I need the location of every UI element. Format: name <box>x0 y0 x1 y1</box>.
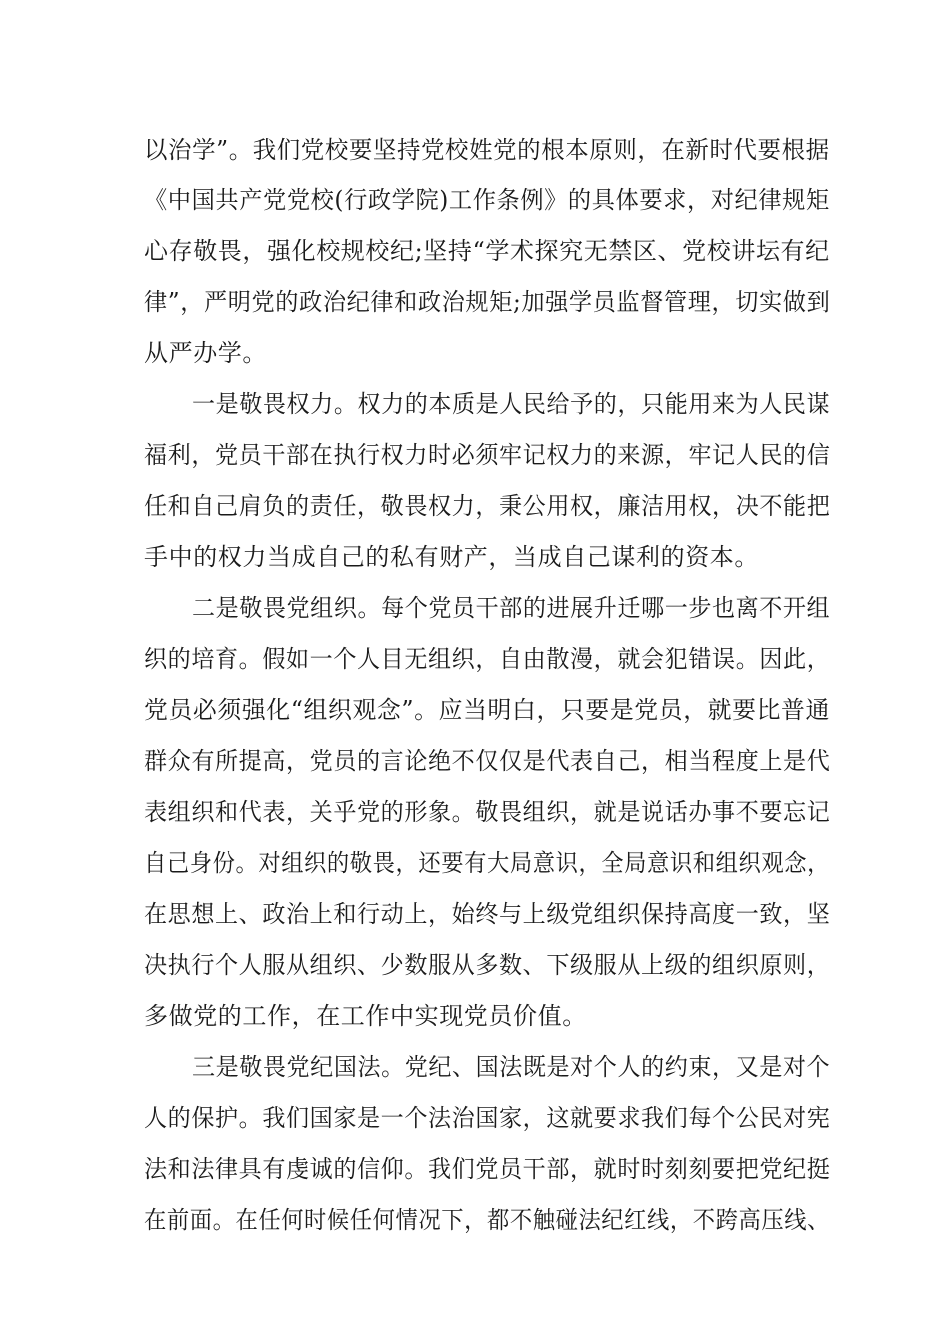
body-text-line: 群众有所提高，党员的言论绝不仅仅是代表自己，相当程度上是代 <box>144 747 831 775</box>
body-text-line: 党员必须强化“组织观念”。应当明白，只要是党员，就要比普通 <box>144 696 830 724</box>
body-text-line: 多做党的工作，在工作中实现党员价值。 <box>144 1002 587 1030</box>
body-text-line: 以治学”。我们党校要坚持党校姓党的根本原则，在新时代要根据 <box>144 136 830 164</box>
body-text-line: 律”，严明党的政治纪律和政治规矩;加强学员监督管理，切实做到 <box>144 288 831 316</box>
paragraph-first-line: 一是敬畏权力。权力的本质是人民给予的，只能用来为人民谋 <box>192 390 831 418</box>
body-text-line: 法和法律具有虔诚的信仰。我们党员干部，就时时刻刻要把党纪挺 <box>144 1155 831 1183</box>
paragraph-first-line: 三是敬畏党纪国法。党纪、国法既是对个人的约束，又是对个 <box>192 1053 831 1081</box>
paragraph-first-line: 二是敬畏党组织。每个党员干部的进展升迁哪一步也离不开组 <box>192 594 831 622</box>
body-text-line: 福利，党员干部在执行权力时必须牢记权力的来源，牢记人民的信 <box>144 441 831 469</box>
body-text-line: 织的培育。假如一个人目无组织，自由散漫，就会犯错误。因此， <box>144 645 831 673</box>
body-text-line: 自己身份。对组织的敬畏，还要有大局意识，全局意识和组织观念， <box>144 849 830 877</box>
body-text-line: 在思想上、政治上和行动上，始终与上级党组织保持高度一致，坚 <box>144 900 831 928</box>
body-text-line: 手中的权力当成自己的私有财产，当成自己谋利的资本。 <box>144 543 759 571</box>
body-text-line: 在前面。在任何时候任何情况下，都不触碰法纪红线，不跨高压线、 <box>144 1206 830 1234</box>
body-text-line: 任和自己肩负的责任，敬畏权力，秉公用权，廉洁用权，决不能把 <box>144 492 831 520</box>
body-text-line: 决执行个人服从组织、少数服从多数、下级服从上级的组织原则， <box>144 951 831 979</box>
body-text-line: 人的保护。我们国家是一个法治国家，这就要求我们每个公民对宪 <box>144 1104 831 1132</box>
body-text-line: 心存敬畏，强化校规校纪;坚持“学术探究无禁区、党校讲坛有纪 <box>144 237 830 265</box>
body-text-line: 《中国共产党党校(行政学院)工作条例》的具体要求，对纪律规矩 <box>144 186 830 214</box>
body-text-line: 表组织和代表，关乎党的形象。敬畏组织，就是说话办事不要忘记 <box>144 798 831 826</box>
body-text-line: 从严办学。 <box>144 339 267 367</box>
